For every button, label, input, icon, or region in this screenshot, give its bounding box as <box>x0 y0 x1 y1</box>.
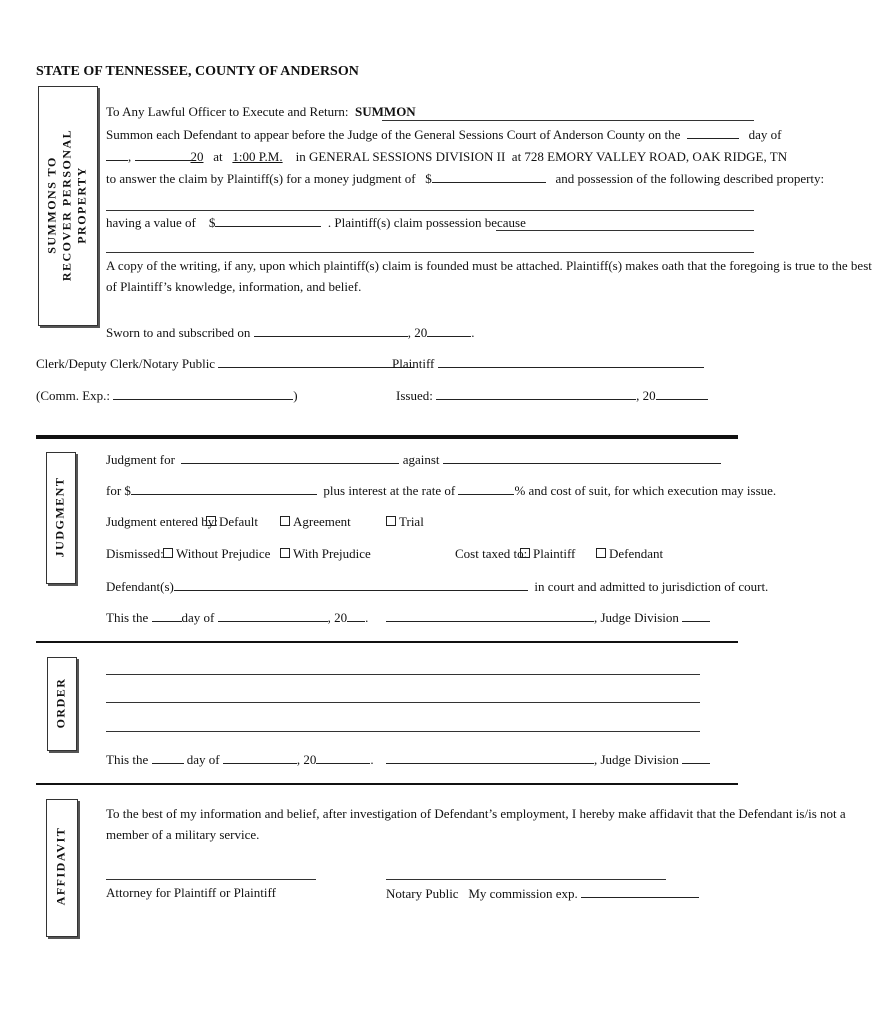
summons-line-5 <box>106 214 526 231</box>
checkbox-icon <box>163 548 173 558</box>
judgment-side-label: JUDGMENT <box>52 476 67 558</box>
interest-rate-field[interactable] <box>458 482 514 495</box>
claim-because-text: . Plaintiff(s) claim possession because <box>327 215 526 230</box>
order-line-1[interactable] <box>106 674 700 675</box>
affidavit-text-line-1: To the best of my information and belief, after investigation of Defendant’s employment, I hereby make affidavit that the Defendant is/is not a <box>106 806 846 821</box>
possession-text: and possession of the following described property: <box>555 171 825 186</box>
dollar-sign: $ <box>425 171 432 186</box>
claim-reason-field[interactable] <box>496 230 754 231</box>
comma: , <box>128 149 132 164</box>
day-of-label: day of <box>186 752 220 767</box>
judgment-day-field[interactable] <box>152 609 182 622</box>
commission-label: My commission exp. <box>468 886 578 901</box>
trial-label: Trial <box>399 514 424 529</box>
summons-line-1 <box>106 104 416 120</box>
checkbox-icon <box>386 516 396 526</box>
page-title: STATE OF TENNESSEE, COUNTY OF ANDERSON <box>36 64 359 79</box>
order-division-field[interactable] <box>682 751 710 764</box>
cost-plaintiff-label: Plaintiff <box>533 546 576 561</box>
sworn-year-field[interactable] <box>427 324 471 337</box>
this-the-label: This the <box>106 752 149 767</box>
entered-by-label: Judgment entered by: <box>106 514 218 529</box>
appear-year-field[interactable] <box>135 148 191 161</box>
with-prejudice-checkbox[interactable] <box>280 546 371 562</box>
appear-month-field[interactable] <box>106 148 128 161</box>
cost-defendant-label: Defendant <box>609 546 664 561</box>
checkbox-icon <box>596 548 606 558</box>
order-signature-line <box>386 751 710 768</box>
notary-signature-field[interactable] <box>386 879 666 880</box>
side-label-line-3: PROPERTY <box>74 166 89 244</box>
section-divider <box>36 435 738 439</box>
court-address: at 728 EMORY VALLEY ROAD, OAK RIDGE, TN <box>511 149 788 164</box>
close-paren: ) <box>293 388 298 403</box>
section-divider <box>36 783 738 785</box>
sworn-line <box>106 324 474 341</box>
order-year-field[interactable] <box>316 751 370 764</box>
summons-line-2 <box>106 126 782 143</box>
trial-checkbox[interactable] <box>386 514 424 530</box>
day-of-label: day of <box>181 610 215 625</box>
checkbox-icon <box>206 516 216 526</box>
year-label: , 20 <box>327 610 348 625</box>
judgment-for-line <box>106 451 721 468</box>
for-dollar-label: for $ <box>106 483 131 498</box>
comm-exp-label: (Comm. Exp.: <box>36 388 111 403</box>
defendants-label: Defendant(s) <box>106 579 174 594</box>
order-line-3[interactable] <box>106 731 700 732</box>
agreement-checkbox[interactable] <box>280 514 351 530</box>
issued-date-field[interactable] <box>436 387 636 400</box>
attorney-label: Attorney for Plaintiff or Plaintiff <box>106 885 276 900</box>
claim-text: to answer the claim by Plaintiff(s) for a money judgment of <box>106 171 416 186</box>
amount-line <box>106 482 776 499</box>
order-month-field[interactable] <box>223 751 297 764</box>
year-label: , 20 <box>296 752 317 767</box>
comm-exp-line <box>36 387 298 404</box>
clerk-signature-field[interactable] <box>218 355 414 368</box>
commission-exp-field[interactable] <box>581 885 699 898</box>
checkbox-icon <box>280 516 290 526</box>
sworn-year-text: , 20 <box>407 325 428 340</box>
appear-text: Summon each Defendant to appear before the Judge of the General Sessions Court of Anderson County on the <box>106 127 681 142</box>
money-judgment-field[interactable] <box>432 170 546 183</box>
sworn-text: Sworn to and subscribed on <box>106 325 251 340</box>
amount-field[interactable] <box>131 482 317 495</box>
attorney-signature-field[interactable] <box>106 879 316 880</box>
period: . <box>365 610 369 625</box>
summons-line-4 <box>106 170 824 187</box>
issued-year-text: , 20 <box>636 388 656 403</box>
clerk-label: Clerk/Deputy Clerk/Notary Public <box>36 356 216 371</box>
agreement-label: Agreement <box>293 514 351 529</box>
summons-side-label <box>45 129 90 281</box>
interest-label: plus interest at the rate of <box>323 483 456 498</box>
defendants-line <box>106 578 768 595</box>
without-prejudice-label: Without Prejudice <box>176 546 271 561</box>
clerk-line <box>36 355 414 372</box>
section-divider <box>36 641 738 643</box>
property-line-1[interactable] <box>106 210 754 211</box>
checkbox-icon <box>520 548 530 558</box>
order-day-field[interactable] <box>152 751 184 764</box>
default-label: Default <box>219 514 258 529</box>
at-text: at <box>213 149 223 164</box>
default-checkbox[interactable] <box>206 514 258 530</box>
judge-division-field[interactable] <box>682 609 710 622</box>
cost-defendant-checkbox[interactable] <box>596 546 663 562</box>
judgment-for-field[interactable] <box>181 451 399 464</box>
side-label-line-2: RECOVER PERSONAL <box>59 128 74 282</box>
period: . <box>370 752 374 767</box>
appear-day-field[interactable] <box>687 126 739 139</box>
checkbox-icon <box>280 548 290 558</box>
order-side-label: ORDER <box>53 677 68 729</box>
summons-line-3 <box>106 148 787 165</box>
notary-label: Notary Public <box>386 886 459 901</box>
side-label-line-1: SUMMONS TO <box>44 156 59 254</box>
cost-taxed-label: Cost taxed to: <box>455 546 528 561</box>
summon-name-field[interactable] <box>382 120 754 121</box>
writing-line-2: of Plaintiff’s knowledge, information, and belief. <box>106 279 362 294</box>
against-field[interactable] <box>443 451 721 464</box>
dollar-sign: $ <box>208 215 216 230</box>
plaintiff-label: Plaintiff <box>392 356 435 371</box>
in-court-text: in court and admitted to jurisdiction of court. <box>534 579 769 594</box>
claim-reason-line-2[interactable] <box>106 252 754 253</box>
judge-division-label: , Judge Division <box>594 752 679 767</box>
plaintiff-line <box>392 355 704 372</box>
affidavit-side-label: AFFIDAVIT <box>53 826 68 906</box>
affidavit-text-line-2: member of a military service. <box>106 827 260 842</box>
percent-text: % and cost of suit, for which execution may issue. <box>514 483 777 498</box>
comm-exp-field[interactable] <box>113 387 293 400</box>
judge-division-label: , Judge Division <box>594 610 679 625</box>
issued-year-field[interactable] <box>656 387 708 400</box>
issued-line <box>396 387 708 404</box>
this-the-label: This the <box>106 610 149 625</box>
summon-label: SUMMON <box>355 104 416 119</box>
officer-text: To Any Lawful Officer to Execute and Return: <box>106 104 349 119</box>
dismissed-label: Dismissed: <box>106 546 164 561</box>
judge-signature-field[interactable] <box>386 609 594 622</box>
against-label: against <box>402 452 440 467</box>
notary-line <box>386 885 699 902</box>
with-prejudice-label: With Prejudice <box>293 546 371 561</box>
judgment-year-field[interactable] <box>347 609 365 622</box>
period: . <box>471 325 475 340</box>
writing-line-1: A copy of the writing, if any, upon which plaintiff(s) claim is founded must be attached. Plaintiff(s) makes oath that the foregoing is true to the best <box>106 258 872 273</box>
issued-label: Issued: <box>396 388 433 403</box>
plaintiff-signature-field[interactable] <box>438 355 704 368</box>
judgment-month-field[interactable] <box>218 609 328 622</box>
value-text: having a value of <box>106 215 196 230</box>
sworn-date-field[interactable] <box>254 324 408 337</box>
court-division: in GENERAL SESSIONS DIVISION II <box>295 149 506 164</box>
order-date-line <box>106 751 374 768</box>
order-line-2[interactable] <box>106 702 700 703</box>
year-text: 20 <box>190 149 204 164</box>
without-prejudice-checkbox[interactable] <box>163 546 270 562</box>
order-judge-signature-field[interactable] <box>386 751 594 764</box>
judgment-date-line <box>106 609 368 626</box>
defendants-field[interactable] <box>174 578 528 591</box>
cost-plaintiff-checkbox[interactable] <box>520 546 575 562</box>
judgment-signature-line <box>386 609 710 626</box>
day-of-text: day of <box>748 127 782 142</box>
judgment-for-label: Judgment for <box>106 452 175 467</box>
hearing-time: 1:00 P.M. <box>232 149 283 164</box>
property-value-field[interactable] <box>215 214 321 227</box>
